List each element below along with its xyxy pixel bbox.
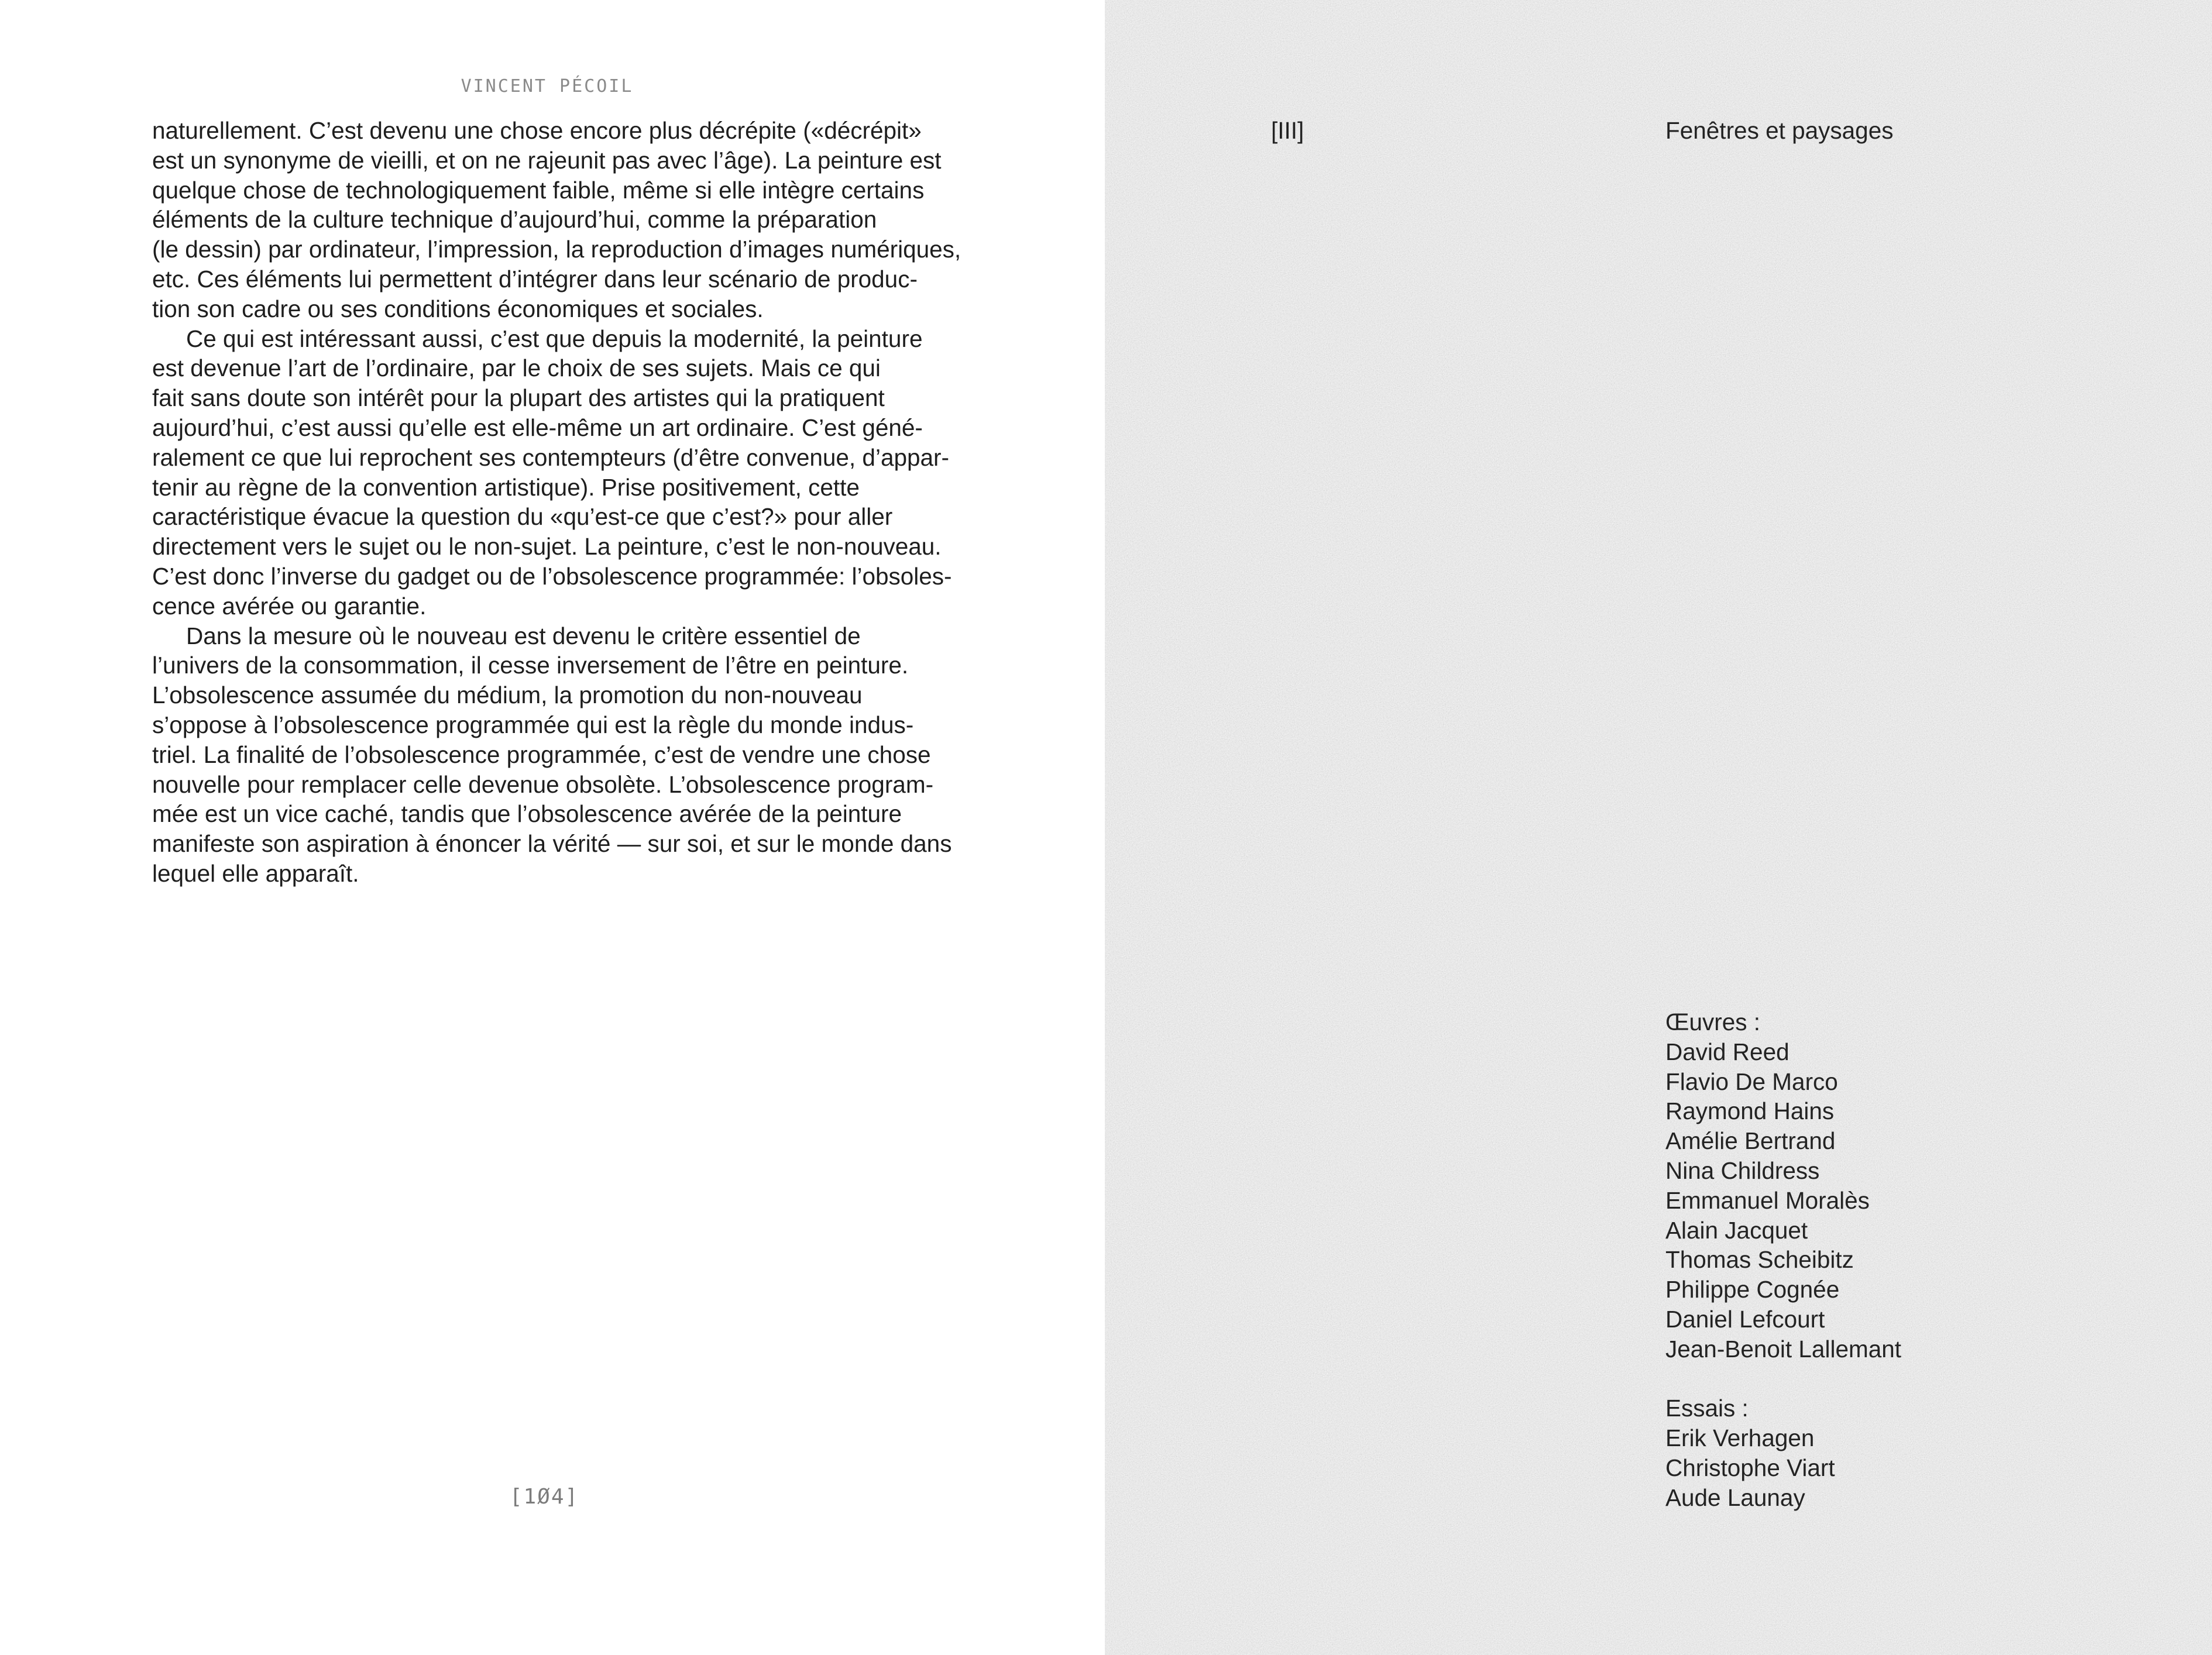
text-line: cence avérée ou garantie.	[152, 592, 427, 620]
text-line: lequel elle apparaît.	[152, 859, 359, 887]
text-line: est devenue l’art de l’ordinaire, par le choix de ses sujets. Mais ce qui	[152, 355, 881, 382]
paragraph	[152, 116, 960, 324]
paragraph	[152, 324, 960, 621]
paragraph	[152, 621, 960, 889]
text-line: (le dessin) par ordinateur, l’impression, la reproduction d’images numériques,	[152, 236, 961, 263]
artist-name: Emmanuel Moralès	[1665, 1186, 1870, 1214]
text-line: tenir au règne de la convention artistique). Prise positivement, cette	[152, 473, 860, 501]
essays-heading: Essais :	[1665, 1395, 1749, 1422]
text-line: C’est donc l’inverse du gadget ou de l’obsolescence programmée: l’obsoles-	[152, 562, 952, 590]
text-line: triel. La finalité de l’obsolescence programmée, c’est de vendre une chose	[152, 741, 931, 768]
text-line: tion son cadre ou ses conditions économiques et sociales.	[152, 295, 764, 322]
works-list	[1665, 1037, 1901, 1364]
text-line: quelque chose de technologiquement faible, même si elle intègre certains	[152, 176, 925, 204]
running-head: VINCENT PÉCOIL	[461, 76, 634, 97]
text-line: caractéristique évacue la question du «qu’est-ce que c’est?» pour aller	[152, 503, 893, 531]
artist-name: Alain Jacquet	[1665, 1216, 1808, 1244]
essayist-name: Aude Launay	[1665, 1484, 1805, 1511]
text-line: manifeste son aspiration à énoncer la vérité — sur soi, et sur le monde dans	[152, 830, 952, 858]
credits	[1665, 1007, 1901, 1513]
artist-name: Philippe Cognée	[1665, 1276, 1840, 1303]
text-line: directement vers le sujet ou le non-sujet. La peinture, c’est le non-nouveau.	[152, 533, 942, 560]
text-line: L’obsolescence assumée du médium, la promotion du non-nouveau	[152, 682, 863, 709]
artist-name: Nina Childress	[1665, 1157, 1820, 1184]
page-number: [1Ø4]	[509, 1485, 579, 1509]
left-page	[0, 0, 1105, 1655]
essayist-name: Christophe Viart	[1665, 1454, 1835, 1481]
text-line: aujourd’hui, c’est aussi qu’elle est elle-même un art ordinaire. C’est géné-	[152, 414, 923, 441]
text-line: naturellement. C’est devenu une chose encore plus décrépite («décrépit»	[152, 117, 922, 144]
artist-name: Thomas Scheibitz	[1665, 1246, 1854, 1274]
text-line: Dans la mesure où le nouveau est devenu le critère essentiel de	[186, 622, 861, 649]
artist-name: Amélie Bertrand	[1665, 1127, 1836, 1155]
text-line: ralement ce que lui reprochent ses contempteurs (d’être convenue, d’appar-	[152, 443, 950, 471]
text-line: fait sans doute son intérêt pour la plupart des artistes qui la pratiquent	[152, 384, 885, 412]
artist-name: Daniel Lefcourt	[1665, 1305, 1825, 1333]
artist-name: Raymond Hains	[1665, 1097, 1835, 1125]
text-line: nouvelle pour remplacer celle devenue obsolète. L’obsolescence program-	[152, 770, 934, 798]
artist-name: Jean-Benoit Lallemant	[1665, 1335, 1902, 1362]
text-line: est un synonyme de vieilli, et on ne rajeunit pas avec l’âge). La peinture est	[152, 146, 942, 174]
artist-name: Flavio De Marco	[1665, 1068, 1838, 1095]
text-line: s’oppose à l’obsolescence programmée qui est la règle du monde indus-	[152, 711, 914, 738]
works-heading: Œuvres :	[1665, 1009, 1761, 1035]
essays-list	[1665, 1423, 1901, 1512]
right-page	[1105, 0, 2212, 1655]
artist-name: David Reed	[1665, 1038, 1789, 1065]
section-title: Fenêtres et paysages	[1665, 117, 1894, 144]
text-line: mée est un vice caché, tandis que l’obsolescence avérée de la peinture	[152, 800, 902, 828]
section-number: [III]	[1271, 117, 1304, 144]
text-line: Ce qui est intéressant aussi, c’est que depuis la modernité, la peinture	[186, 325, 923, 352]
text-line: éléments de la culture technique d’aujourd’hui, comme la préparation	[152, 206, 877, 233]
text-line: l’univers de la consommation, il cesse inversement de l’être en peinture.	[152, 652, 909, 679]
list-gap	[1665, 1364, 1901, 1394]
body-text	[152, 116, 960, 889]
essayist-name: Erik Verhagen	[1665, 1425, 1815, 1452]
text-line: etc. Ces éléments lui permettent d’intégrer dans leur scénario de produc-	[152, 265, 918, 293]
grain-texture	[1105, 0, 2212, 1655]
